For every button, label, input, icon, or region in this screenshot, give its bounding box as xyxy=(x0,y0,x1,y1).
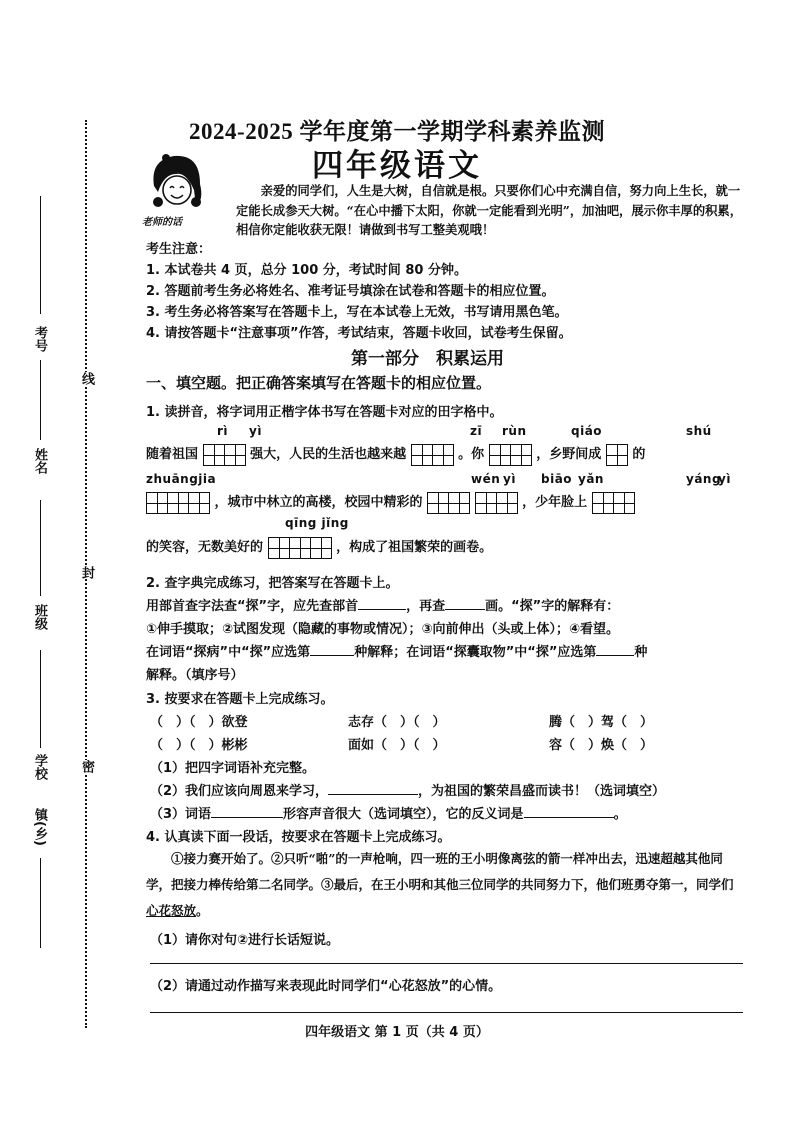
q4-prompt: 4. 认真读下面一段话，按要求在答题卡上完成练习。 xyxy=(146,830,451,845)
story-text: 。 xyxy=(196,903,209,918)
q2-line3 xyxy=(146,641,647,660)
q4-sub2: （2）请通过动作描写来表现此时同学们“心花怒放”的心情。 xyxy=(150,979,502,994)
pinyin: rùn xyxy=(502,424,527,438)
story-underlined-phrase: 心花怒放 xyxy=(146,903,197,918)
pinyin: shú xyxy=(686,424,712,438)
page-footer: 四年级语文 第 1 页（共 4 页） xyxy=(305,1025,489,1040)
q3-idiom: （ ）（ ）彬彬 xyxy=(150,738,248,753)
town-line xyxy=(40,858,41,948)
q2-text: ，再查 xyxy=(406,599,446,614)
q3-idiom: 腾（ ）驾（ ） xyxy=(549,715,654,730)
exam-subtitle: 四年级语文 xyxy=(312,148,482,184)
q3-idiom: （ ）（ ）欲登 xyxy=(150,715,248,730)
pinyin: biāo xyxy=(541,472,573,486)
q3-text: 。 xyxy=(613,807,627,822)
q2-prompt: 2. 查字典完成练习，把答案写在答题卡上。 xyxy=(146,576,399,591)
q3-sub2 xyxy=(150,780,665,799)
q1-line2 xyxy=(146,488,635,518)
pinyin: wén xyxy=(471,472,501,486)
tianzige-box[interactable] xyxy=(146,492,210,514)
seal-char: 封 xyxy=(79,566,94,579)
exam-number-label: 考号 xyxy=(32,326,47,352)
q1-text: ，乡野间成 xyxy=(536,447,602,462)
seal-line-char: 线 xyxy=(79,372,94,385)
q3-sub1: （1）把四字词语补充完整。 xyxy=(150,761,316,776)
q3-text: ，为祖国的繁荣昌盛而读书！（选词填空） xyxy=(418,784,666,799)
exam-title: 2024-2025 学年度第一学期学科素养监测 xyxy=(189,119,605,144)
tianzige-box[interactable] xyxy=(489,444,532,466)
q3-text: （3）词语 xyxy=(150,807,212,822)
q2-line4: 解释。（填序号） xyxy=(146,668,244,683)
pinyin: yì xyxy=(249,424,262,438)
q1-prompt: 1. 读拼音，将字词用正楷字体书写在答题卡对应的田字格中。 xyxy=(146,405,503,420)
answer-line[interactable] xyxy=(150,963,743,964)
school-line xyxy=(40,650,41,748)
answer-blank[interactable] xyxy=(524,805,614,818)
class-line xyxy=(40,500,41,596)
q4-story xyxy=(146,846,746,924)
tianzige-box[interactable] xyxy=(427,492,470,514)
q1-text: 的 xyxy=(632,447,646,462)
q1-text: ，城市中林立的高楼，校园中精彩的 xyxy=(214,495,423,510)
answer-blank[interactable] xyxy=(328,782,418,795)
pinyin: rì xyxy=(217,424,229,438)
exam-number-line xyxy=(40,196,41,314)
tianzige-box[interactable] xyxy=(203,444,246,466)
section-heading: 一、填空题。把正确答案填写在答题卡的相应位置。 xyxy=(146,374,492,392)
tianzige-box[interactable] xyxy=(268,537,332,559)
secret-char: 密 xyxy=(79,760,94,773)
q3-text: （2）我们应该向周恩来学习， xyxy=(150,784,329,799)
pinyin: yǎn xyxy=(578,472,604,486)
pinyin: zhuāngjia xyxy=(146,472,217,486)
pinyin: yì xyxy=(718,472,731,486)
name-label: 姓名 xyxy=(32,448,47,474)
q2-line2: ①伸手摸取；②试图发现（隐藏的事物或情况）；③向前伸出（头或上体）；④看望。 xyxy=(146,622,620,637)
q3-sub3 xyxy=(150,803,627,822)
pinyin: yáng xyxy=(686,472,722,486)
q2-text: 种解释；在词语“探囊取物”中“探”应选第 xyxy=(354,645,597,660)
q2-text: 画。“探”字的解释有： xyxy=(485,599,620,614)
name-line xyxy=(40,360,41,440)
q1-text: 强大，人民的生活也越来越 xyxy=(250,447,407,462)
q3-idiom: 面如（ ）（ ） xyxy=(348,738,446,753)
notice-item: 4. 请按答题卡“注意事项”作答，考试结束，答题卡收回，试卷考生保留。 xyxy=(146,326,572,341)
answer-blank[interactable] xyxy=(310,643,354,656)
tianzige-box[interactable] xyxy=(411,444,454,466)
answer-blank[interactable] xyxy=(445,597,485,610)
q1-text: ，少年脸上 xyxy=(522,495,588,510)
tianzige-box[interactable] xyxy=(592,492,635,514)
q1-text: 随着祖国 xyxy=(146,447,199,462)
q3-idiom: 容（ ）焕（ ） xyxy=(549,738,654,753)
q1-line1 xyxy=(146,440,645,470)
school-label: 学校 xyxy=(32,754,47,780)
pinyin: qīng jǐng xyxy=(285,516,349,530)
q1-text: 。你 xyxy=(458,447,485,462)
story-text: ①接力赛开始了。②只听“啪”的一声枪响，四一班的王小明像离弦的箭一样冲出去，迅速超越其他同学，把接力棒传给第二名同学。③最后，在王小明和其他三位同学的共同努力下，他们班勇夺第一，同学们 xyxy=(146,851,734,892)
q4-sub1: （1）请你对句②进行长话短说。 xyxy=(150,933,340,948)
q2-line1 xyxy=(146,595,619,614)
q3-text: 形容声音很大（选词填空），它的反义词是 xyxy=(283,807,524,822)
notice-item: 2. 答题前考生务必将姓名、准考证号填涂在试卷和答题卡的相应位置。 xyxy=(146,284,555,299)
q1-text: ，构成了祖国繁荣的画卷。 xyxy=(336,540,493,555)
q3-prompt: 3. 按要求在答题卡上完成练习。 xyxy=(146,692,334,707)
pinyin: qiáo xyxy=(571,424,603,438)
q3-idiom: 志存（ ）（ ） xyxy=(348,715,446,730)
q1-line3 xyxy=(146,533,492,563)
mascot-caption: 老师的话 xyxy=(142,217,182,228)
notice-item: 1. 本试卷共 4 页，总分 100 分，考试时间 80 分钟。 xyxy=(146,263,467,278)
notice-heading: 考生注意： xyxy=(146,242,212,257)
intro-paragraph xyxy=(236,181,746,240)
q2-text: 在词语“探病”中“探”应选第 xyxy=(146,645,311,660)
town-label: 镇(乡) xyxy=(32,808,47,846)
q1-text: 的笑容，无数美好的 xyxy=(146,540,264,555)
notice-item: 3. 考生务必将答案写在答题卡上，写在本试卷上无效，书写请用黑色笔。 xyxy=(146,305,568,320)
answer-blank[interactable] xyxy=(596,643,634,656)
answer-blank[interactable] xyxy=(211,805,283,818)
intro-text: 亲爱的同学们，人生是大树，自信就是根。只要你们心中充满自信，努力向上生长，就一定能长成参天大树。“在心中播下太阳，你就一定能看到光明”，加油吧，展示你丰厚的积累，相信你定能收获无限！请做到书写工整美观哦！ xyxy=(236,183,743,237)
answer-blank[interactable] xyxy=(358,597,406,610)
pinyin: zī xyxy=(470,424,483,438)
pinyin: yì xyxy=(503,472,516,486)
q2-text: 种 xyxy=(634,645,648,660)
tianzige-box[interactable] xyxy=(606,444,628,466)
part-title: 第一部分 积累运用 xyxy=(351,349,504,369)
answer-line[interactable] xyxy=(150,1012,743,1013)
q2-text: 用部首查字法查“探”字，应先查部首 xyxy=(146,599,359,614)
tianzige-box[interactable] xyxy=(475,492,518,514)
class-label: 班级 xyxy=(32,604,47,630)
